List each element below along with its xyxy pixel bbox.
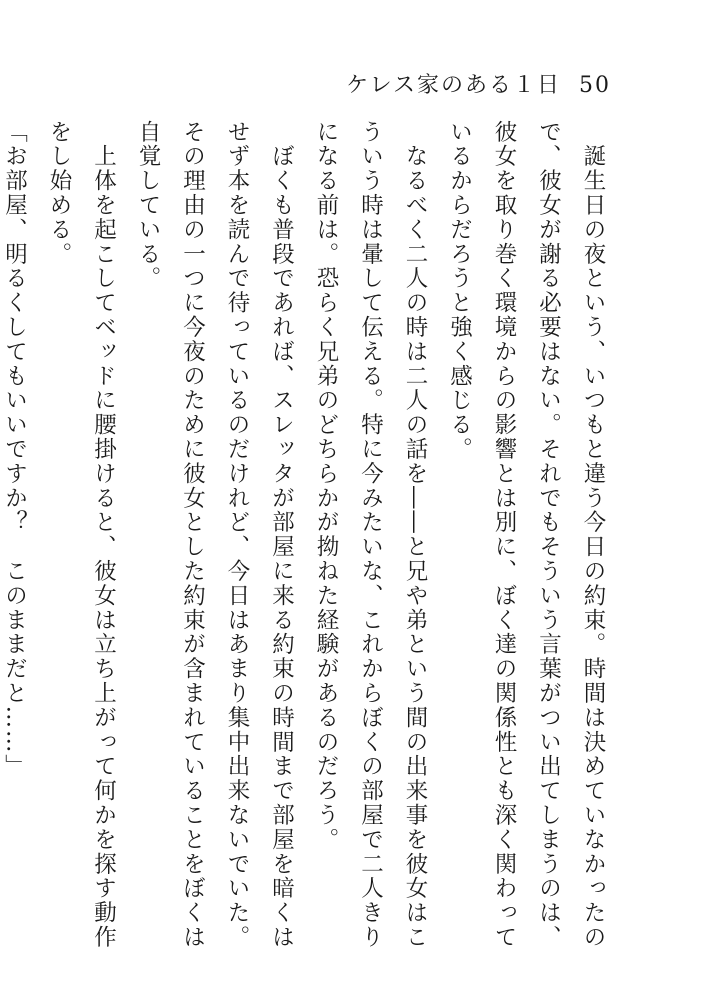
paragraph: 誕生日の夜という、いつもと違う今日の約束。時間は決めていなかったので、彼女が謝る必要はない。それでもそういう言葉がつい出てしまうのは、彼女を取り巻く環境からの影響とは別に、ぼく達の関係性とも深く関わっているからだろうと強く感じる。 [446,120,606,950]
page-number: 50 [579,73,611,98]
paragraph: なるべく二人の時は二人の話を――と兄や弟という間の出来事を彼女はこういう時は暈して伝える。特に今みたいな、これからぼくの部屋で二人きりになる前は。恐らく兄弟のどちらかが拗ねた経験があるのだろう。 [313,120,428,950]
running-title: ケレス家のある１日 [346,73,561,98]
body-text [1,120,615,950]
paragraph: 上体を起こしてベッドに腰掛けると、彼女は立ち上がって何かを探す動作をし始める。 [46,120,117,950]
running-header [346,68,611,99]
paragraph: 「お部屋、明るくしてもいいですか？ このままだと……」 [1,120,28,779]
paragraph: ぼくも普段であれば、スレッタが部屋に来る約束の時間まで部屋を暗くはせず本を読んで待っているのだけれど、今日はあまり集中出来ないでいた。その理由の一つに今夜のために彼女とした約束が含まれていることをぼくは自覚している。 [135,120,295,950]
